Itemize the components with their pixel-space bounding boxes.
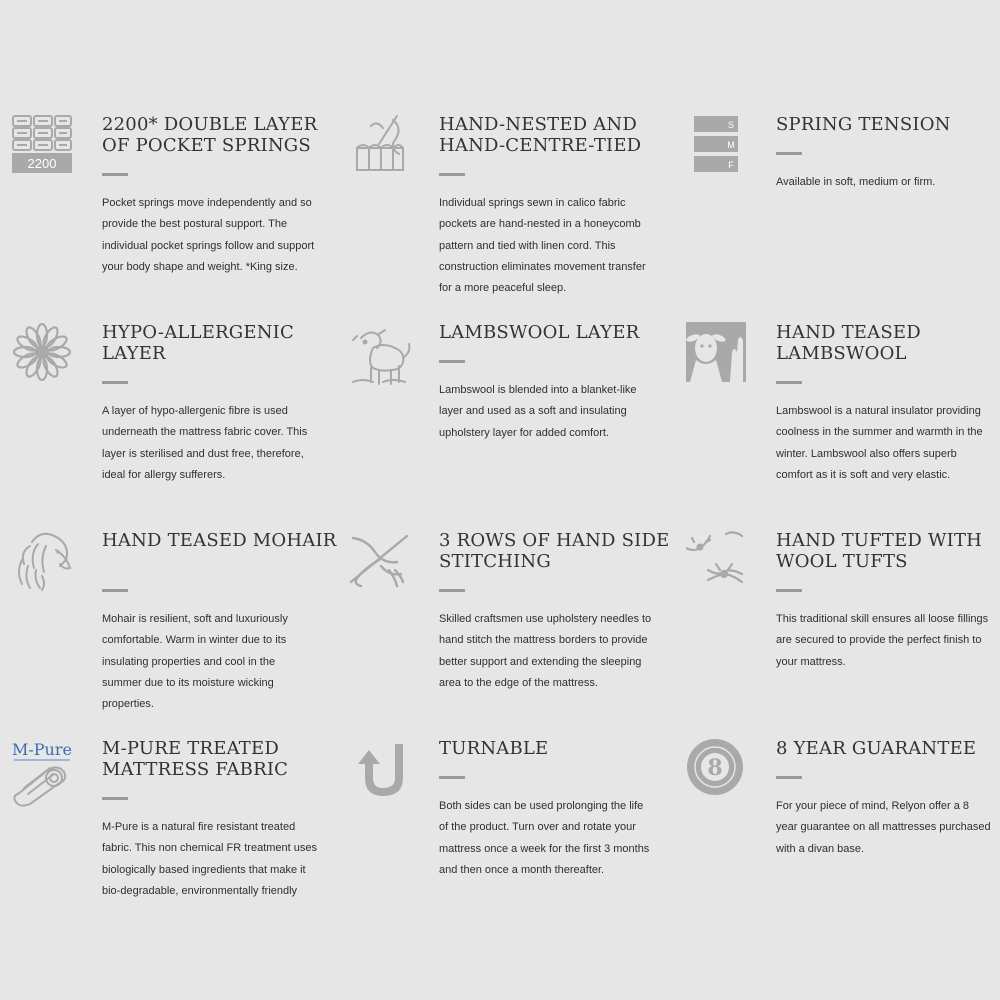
feature-description: Available in soft, medium or firm. [776,176,936,188]
guarantee-badge-icon [686,738,756,813]
feature-title: HYPO-ALLERGENIC LAYER [102,322,294,364]
feature-description: Pocket springs move independently and so provide the best postural support. The individual pocket springs follow and support your body shape and weight. *King size. [102,197,315,273]
feature-title: 2200* DOUBLE LAYER OF POCKET SPRINGS [102,114,318,156]
title-divider [776,152,802,155]
m-pure-logo-icon [12,738,82,813]
feature-title: HAND TEASED MOHAIR [102,530,337,551]
feature-description: Skilled craftsmen use upholstery needles to hand stitch the mattress borders to provide better support and extending the sleeping area to the edge of the mattress. [439,613,652,689]
lamb-icon [349,322,419,397]
title-divider [439,173,465,176]
feature-description: Lambswool is blended into a blanket-like layer and used as a soft and insulating upholstery layer for added comfort. [439,384,637,439]
m-pure-logo-text: M-Pure [12,740,72,759]
hand-nested-icon [349,114,419,189]
title-divider [439,776,465,779]
feature-lambswool-layer [349,322,679,522]
feature-description: Individual springs sewn in calico fabric pockets are hand-nested in a honeycomb pattern and tied with linen cord. This construction eliminates movement transfer for a more peaceful sleep. [439,197,646,295]
turn-arrow-icon [349,738,419,813]
feature-pocket-springs [12,114,342,314]
feature-hand-teased-lambswool [686,322,1000,522]
feature-title: HAND TUFTED WITH WOOL TUFTS [776,530,983,572]
feature-description: M-Pure is a natural fire resistant treated fabric. This non chemical FR treatment uses biologically based ingredients that make it bio-degradable, environmentally friendly [102,821,317,897]
feature-description: Lambswool is a natural insulator providing coolness in the summer and warmth in the winter. Lambswool also offers superb comfort as it is soft and very elastic. [776,405,983,481]
title-divider [776,589,802,592]
flower-icon [12,322,82,397]
title-divider [102,381,128,384]
feature-hypo-allergenic [12,322,342,522]
feature-title: TURNABLE [439,738,549,759]
feature-description: A layer of hypo-allergenic fibre is used underneath the mattress fabric cover. This layer is sterilised and dust free, therefore, ideal for allergy sufferers. [102,405,308,481]
feature-description: Both sides can be used prolonging the life of the product. Turn over and rotate your mattress once a week for the first 3 months and then once a month thereafter. [439,800,650,876]
sheep-hand-icon [686,322,756,397]
feature-title: HAND-NESTED AND HAND-CENTRE-TIED [439,114,642,156]
feature-description: This traditional skill ensures all loose fillings are secured to provide the perfect finish to your mattress. [776,613,989,668]
wool-tufts-icon [686,530,756,605]
tension-firm-label: F [728,160,734,170]
feature-turnable [349,738,679,938]
pocket-springs-icon [12,114,82,189]
goat-icon [12,530,82,605]
feature-hand-teased-mohair [12,530,342,730]
spring-tension-icon [686,114,756,189]
feature-title: M-PURE TREATED MATTRESS FABRIC [102,738,289,780]
feature-title: HAND TEASED LAMBSWOOL [776,322,921,364]
title-divider [776,776,802,779]
title-divider [439,589,465,592]
title-divider [102,173,128,176]
feature-side-stitching [349,530,679,730]
title-divider [776,381,802,384]
guarantee-badge-number: 8 [707,755,723,781]
title-divider [102,797,128,800]
feature-spring-tension [686,114,1000,314]
title-divider [439,360,465,363]
feature-title: LAMBSWOOL LAYER [439,322,640,343]
feature-title: 8 YEAR GUARANTEE [776,738,977,759]
feature-description: For your piece of mind, Relyon offer a 8 year guarantee on all mattresses purchased with a divan base. [776,800,991,855]
feature-description: Mohair is resilient, soft and luxuriously comfortable. Warm in winter due to its insulating properties and cool in the summer due to its moisture wicking properties. [102,613,288,711]
pocket-springs-icon-text: 2200 [27,156,57,171]
feature-hand-nested [349,114,679,314]
tension-soft-label: S [727,120,735,130]
feature-hand-tufted [686,530,1000,730]
feature-guarantee [686,738,1000,938]
feature-m-pure [12,738,342,938]
tension-medium-label: M [727,140,735,150]
title-divider [102,589,128,592]
feature-title: SPRING TENSION [776,114,951,135]
stitching-needle-icon [349,530,419,605]
feature-title: 3 ROWS OF HAND SIDE STITCHING [439,530,670,572]
